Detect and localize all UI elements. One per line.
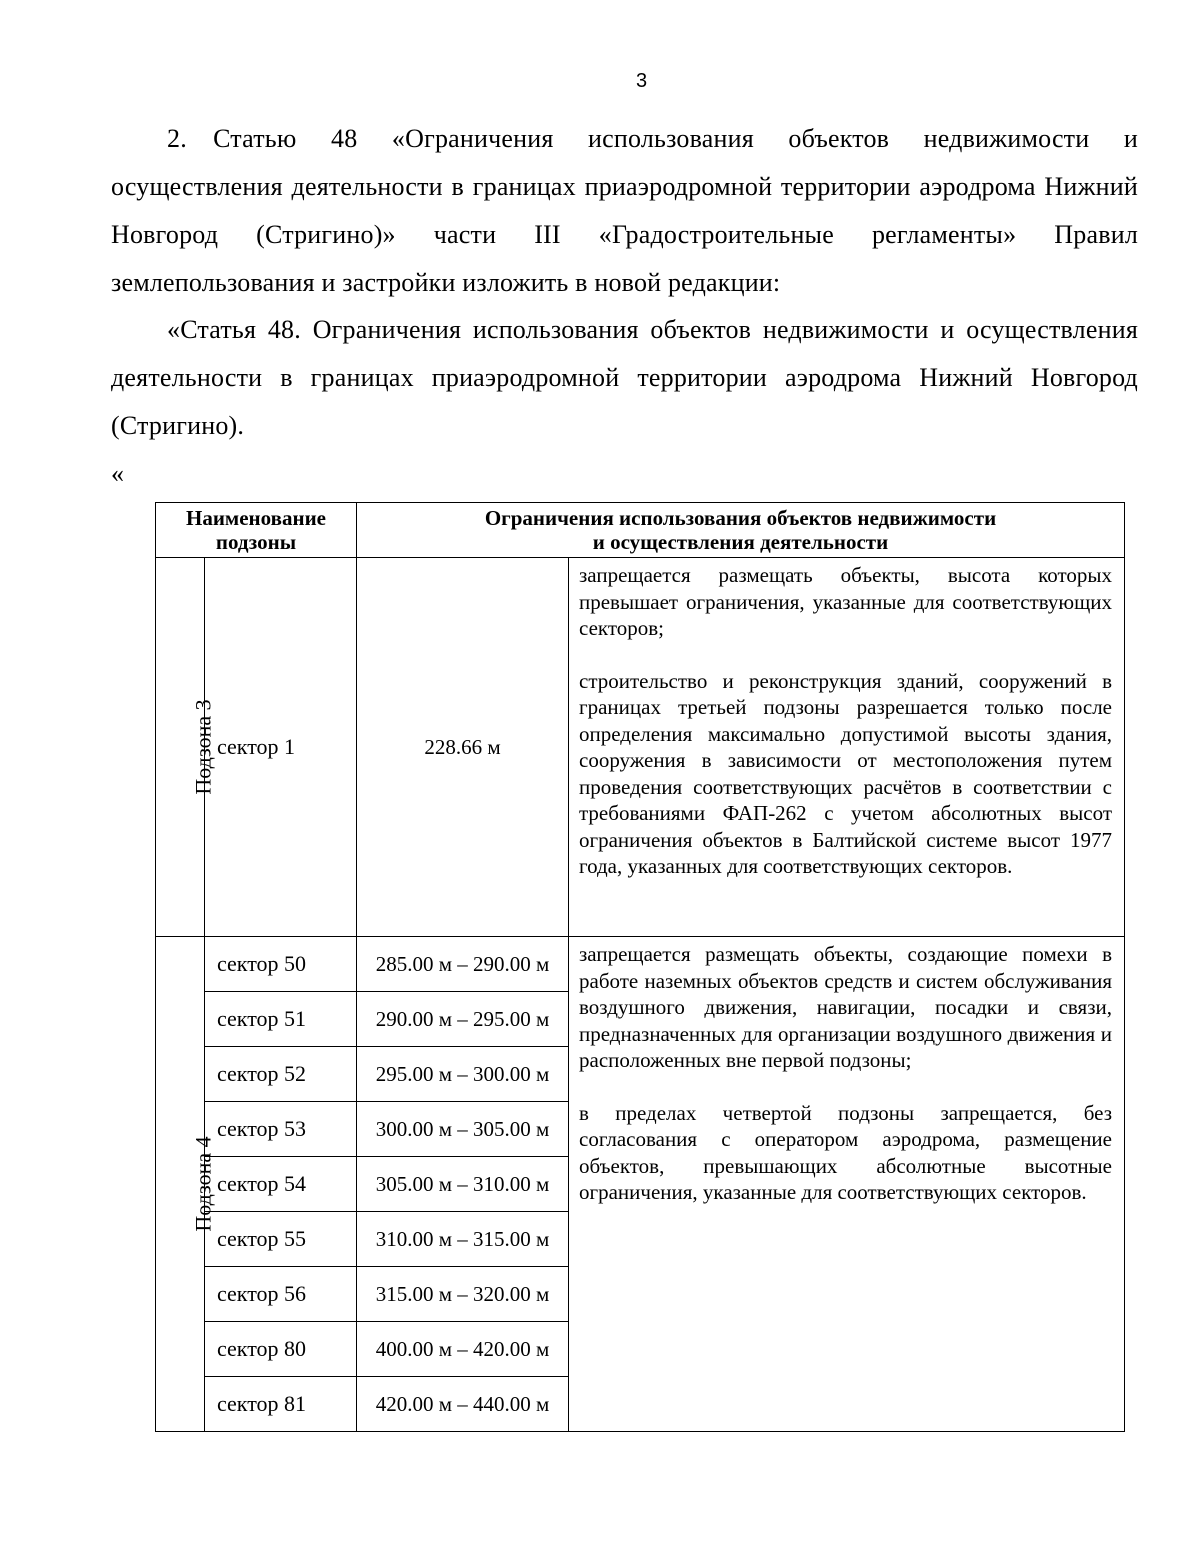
sector-cell: сектор 55	[205, 1212, 357, 1267]
height-cell: 290.00 м – 295.00 м	[357, 992, 569, 1047]
height-cell: 305.00 м – 310.00 м	[357, 1157, 569, 1212]
sector-cell: сектор 50	[205, 937, 357, 992]
zone-3-desc-2: строительство и реконструкция зданий, сооружений в границах третьей подзоны разрешается только после определения максимально допустимой высоты здания, сооружения в зависимости от местоположения путем проведения соответствующих расчётов в соответствии с требованиями ФАП-262 с учетом абсолютных высот ограничения объектов в Балтийской системе высот 1977 года, указанных для соответствующих секторов.	[579, 668, 1112, 878]
header-restrictions	[357, 503, 1125, 558]
opening-quote: «	[111, 459, 124, 488]
table-header-row	[156, 503, 1125, 558]
sector-cell: сектор 80	[205, 1322, 357, 1377]
height-cell: 310.00 м – 315.00 м	[357, 1212, 569, 1267]
sector-cell: сектор 53	[205, 1102, 357, 1157]
sector-cell: сектор 56	[205, 1267, 357, 1322]
sector-cell: сектор 54	[205, 1157, 357, 1212]
amendment-paragraph: 2. Статью 48 «Ограничения использования объектов недвижимости и осуществления деятельности в границах приаэродромной территории аэродрома Нижний Новгород (Стригино)» части III «Градостроительные регламенты» Правил землепользования и застройки изложить в новой редакции:	[111, 124, 1138, 297]
article-title-paragraph: «Статья 48. Ограничения использования объектов недвижимости и осуществления деятельности в границах приаэродромной территории аэродрома Нижний Новгород (Стригино).	[111, 315, 1138, 440]
header-subzone-name-text: Наименование подзоны	[186, 506, 326, 554]
height-cell: 420.00 м – 440.00 м	[357, 1377, 569, 1432]
height-cell: 295.00 м – 300.00 м	[357, 1047, 569, 1102]
sector-cell: сектор 81	[205, 1377, 357, 1432]
zone-3-description	[569, 558, 1125, 937]
zone-3-sector: сектор 1	[205, 558, 357, 937]
zone-4-desc-1: запрещается размещать объекты, создающие помехи в работе наземных объектов средств и систем обслуживания воздушного движения, навигации, посадки и связи, предназначенных для организации воздушного движения и расположенных вне первой подзоны;	[579, 942, 1112, 1072]
zone-4-cell	[156, 937, 216, 1432]
height-cell: 315.00 м – 320.00 м	[357, 1267, 569, 1322]
height-cell: 400.00 м – 420.00 м	[357, 1322, 569, 1377]
height-cell: 300.00 м – 305.00 м	[357, 1102, 569, 1157]
zone-3-cell	[156, 558, 216, 937]
zone-4-label: Подзона 4	[190, 1136, 216, 1232]
header-subzone-name	[156, 503, 357, 558]
zone-3-height: 228.66 м	[357, 558, 569, 937]
sector-cell: сектор 51	[205, 992, 357, 1047]
sector-cell: сектор 52	[205, 1047, 357, 1102]
header-restrictions-line-1: Ограничения использования объектов недвижимости	[484, 506, 997, 530]
table-row-zone-3	[156, 558, 1125, 937]
zone-4-description	[569, 937, 1125, 1432]
height-cell: 285.00 м – 290.00 м	[357, 937, 569, 992]
restrictions-table	[155, 502, 1125, 1432]
header-restrictions-line-2: и осуществления деятельности	[592, 530, 889, 554]
zone-3-label: Подзона 3	[190, 699, 216, 795]
table-row	[156, 937, 1125, 992]
zone-3-desc-1: запрещается размещать объекты, высота которых превышает ограничения, указанные для соответствующих секторов;	[579, 563, 1112, 640]
page-number: 3	[635, 70, 648, 92]
zone-4-desc-2: в пределах четвертой подзоны запрещается, без согласования с оператором аэродрома, размещение объектов, превышающих абсолютные высотные ограничения, указанные для соответствующих секторов.	[579, 1100, 1112, 1204]
